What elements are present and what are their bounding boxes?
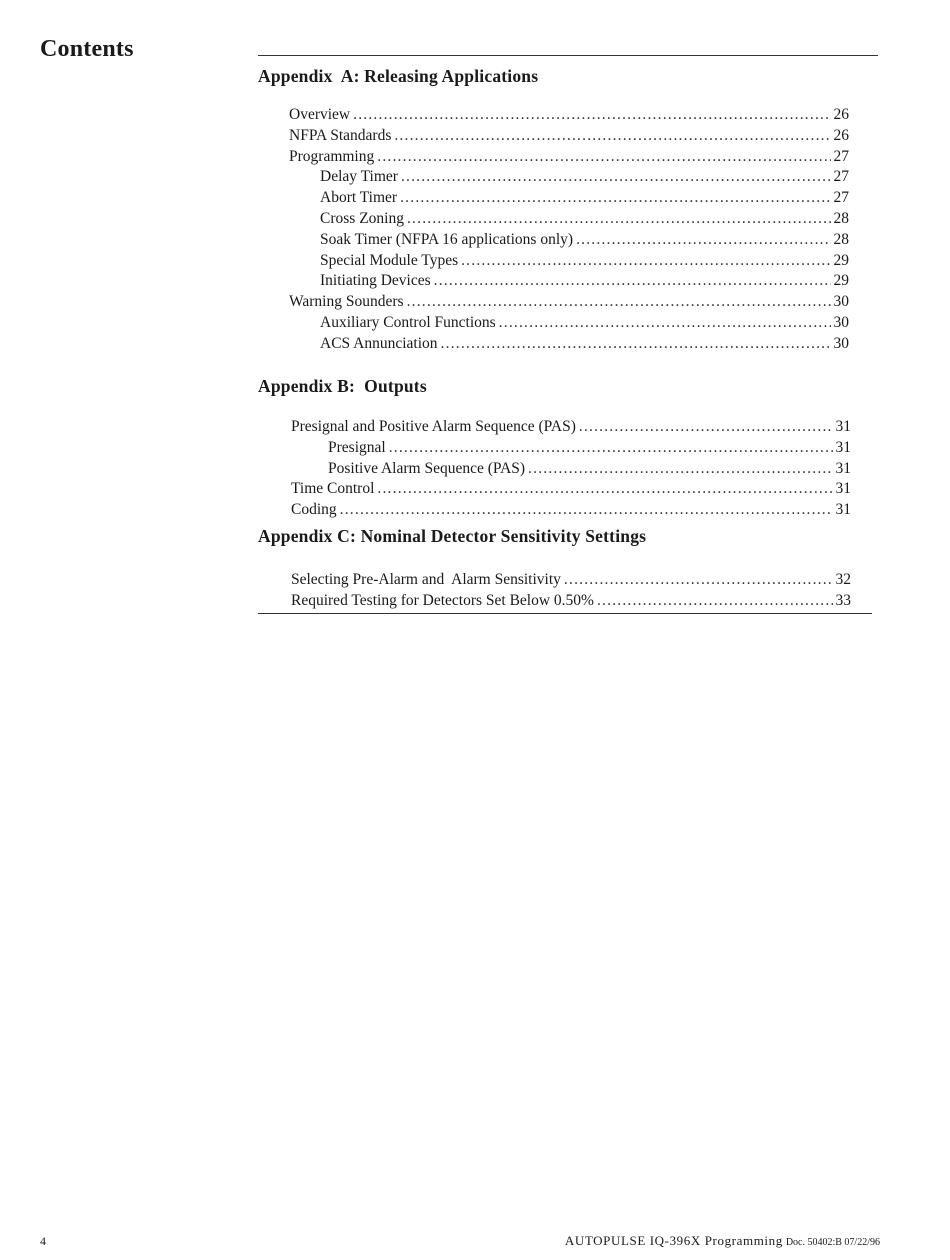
toc-entry[interactable]	[291, 479, 851, 499]
toc-entry-page: 33	[835, 592, 851, 609]
toc-entry-label: Warning Sounders	[289, 293, 404, 310]
toc-entry[interactable]	[320, 167, 849, 187]
dot-leader	[340, 500, 833, 520]
dot-leader	[528, 459, 832, 479]
toc-entry[interactable]	[320, 251, 849, 271]
toc-entry[interactable]	[291, 570, 851, 590]
top-divider	[258, 55, 878, 56]
toc-entry[interactable]	[291, 591, 851, 611]
toc-entry-page: 31	[835, 501, 851, 518]
toc-entry-label: Selecting Pre-Alarm and Alarm Sensitivity	[291, 571, 561, 588]
toc-entry-label: ACS Annunciation	[320, 335, 438, 352]
toc-entry-label: Delay Timer	[320, 168, 398, 185]
toc-entry[interactable]	[328, 438, 851, 458]
toc-entry-page: 30	[833, 314, 849, 331]
toc-entry-label: Initiating Devices	[320, 272, 431, 289]
dot-leader	[564, 570, 833, 590]
section-title: Appendix B: Outputs	[258, 376, 427, 396]
toc-entry-label: Auxiliary Control Functions	[320, 314, 496, 331]
toc-entry-page: 30	[833, 293, 849, 310]
toc-entry[interactable]	[289, 147, 849, 167]
footer-page-number: 4	[40, 1234, 46, 1248]
toc-entry-page: 28	[833, 210, 849, 227]
toc-entry-label: Time Control	[291, 480, 375, 497]
footer-doc-ref: Doc. 50402:B 07/22/96	[785, 1237, 880, 1248]
dot-leader	[401, 167, 831, 187]
toc-entry-label: NFPA Standards	[289, 127, 392, 144]
toc-entry-page: 29	[833, 272, 849, 289]
section-title: Appendix C: Nominal Detector Sensitivity Settings	[258, 526, 647, 546]
toc-entry-page: 26	[833, 106, 849, 123]
dot-leader	[441, 334, 831, 354]
toc-entry-label: Special Module Types	[320, 252, 459, 269]
toc-entry[interactable]	[328, 459, 851, 479]
toc-entry[interactable]	[320, 334, 849, 354]
bottom-divider	[258, 613, 872, 614]
toc-entry-page: 32	[835, 571, 851, 588]
toc-entry-page: 31	[835, 439, 851, 456]
page-title: Contents	[40, 36, 134, 62]
toc-entry-page: 27	[833, 148, 849, 165]
dot-leader	[400, 188, 830, 208]
toc-entry-label: Presignal	[328, 439, 386, 456]
toc-entry-page: 27	[833, 189, 849, 206]
toc-entry[interactable]	[320, 313, 849, 333]
dot-leader	[407, 209, 831, 229]
dot-leader	[389, 438, 833, 458]
dot-leader	[576, 230, 830, 250]
toc-entry[interactable]	[289, 126, 849, 146]
toc-entry-label: Programming	[289, 148, 375, 165]
footer-doc-info	[565, 1233, 880, 1249]
toc-entry-page: 31	[835, 418, 851, 435]
dot-leader	[461, 251, 830, 271]
toc-entry-label: Positive Alarm Sequence (PAS)	[328, 460, 526, 477]
footer-doc-title: AUTOPULSE IQ-396X Programming	[564, 1233, 783, 1248]
toc-entry-page: 31	[835, 460, 851, 477]
section-title: Appendix A: Releasing Applications	[258, 66, 539, 86]
dot-leader	[377, 479, 832, 499]
dot-leader	[499, 313, 831, 333]
toc-entry[interactable]	[320, 188, 849, 208]
toc-section-appendix-b	[258, 376, 858, 518]
toc-entry[interactable]	[320, 271, 849, 291]
toc-entry-label: Overview	[289, 106, 351, 123]
toc-entry-page: 27	[833, 168, 849, 185]
toc-entry[interactable]	[320, 209, 849, 229]
toc-entry-label: Cross Zoning	[320, 210, 404, 227]
toc-entry-label: Presignal and Positive Alarm Sequence (PAS)	[291, 418, 576, 435]
dot-leader	[407, 292, 831, 312]
toc-entry-label: Coding	[291, 501, 337, 518]
toc-entry[interactable]	[289, 292, 849, 312]
toc-entry-page: 29	[833, 252, 849, 269]
dot-leader	[434, 271, 831, 291]
dot-leader	[353, 105, 830, 125]
toc-entry-label: Abort Timer	[320, 189, 398, 206]
dot-leader	[597, 591, 833, 611]
toc-entry[interactable]	[289, 105, 849, 125]
toc-section-appendix-a	[258, 66, 858, 352]
toc-entry-page: 28	[833, 231, 849, 248]
toc-entry[interactable]	[291, 500, 851, 520]
toc-entry[interactable]	[291, 417, 851, 437]
toc-entry-page: 31	[835, 480, 851, 497]
toc-entry-label: Soak Timer (NFPA 16 applications only)	[320, 231, 574, 248]
dot-leader	[377, 147, 830, 167]
dot-leader	[579, 417, 833, 437]
toc-entry-page: 30	[833, 335, 849, 352]
toc-entry-label: Required Testing for Detectors Set Below 0.50%	[291, 592, 594, 609]
dot-leader	[394, 126, 830, 146]
toc-section-appendix-c	[258, 526, 858, 609]
toc-entry[interactable]	[320, 230, 849, 250]
toc-entry-page: 26	[833, 127, 849, 144]
